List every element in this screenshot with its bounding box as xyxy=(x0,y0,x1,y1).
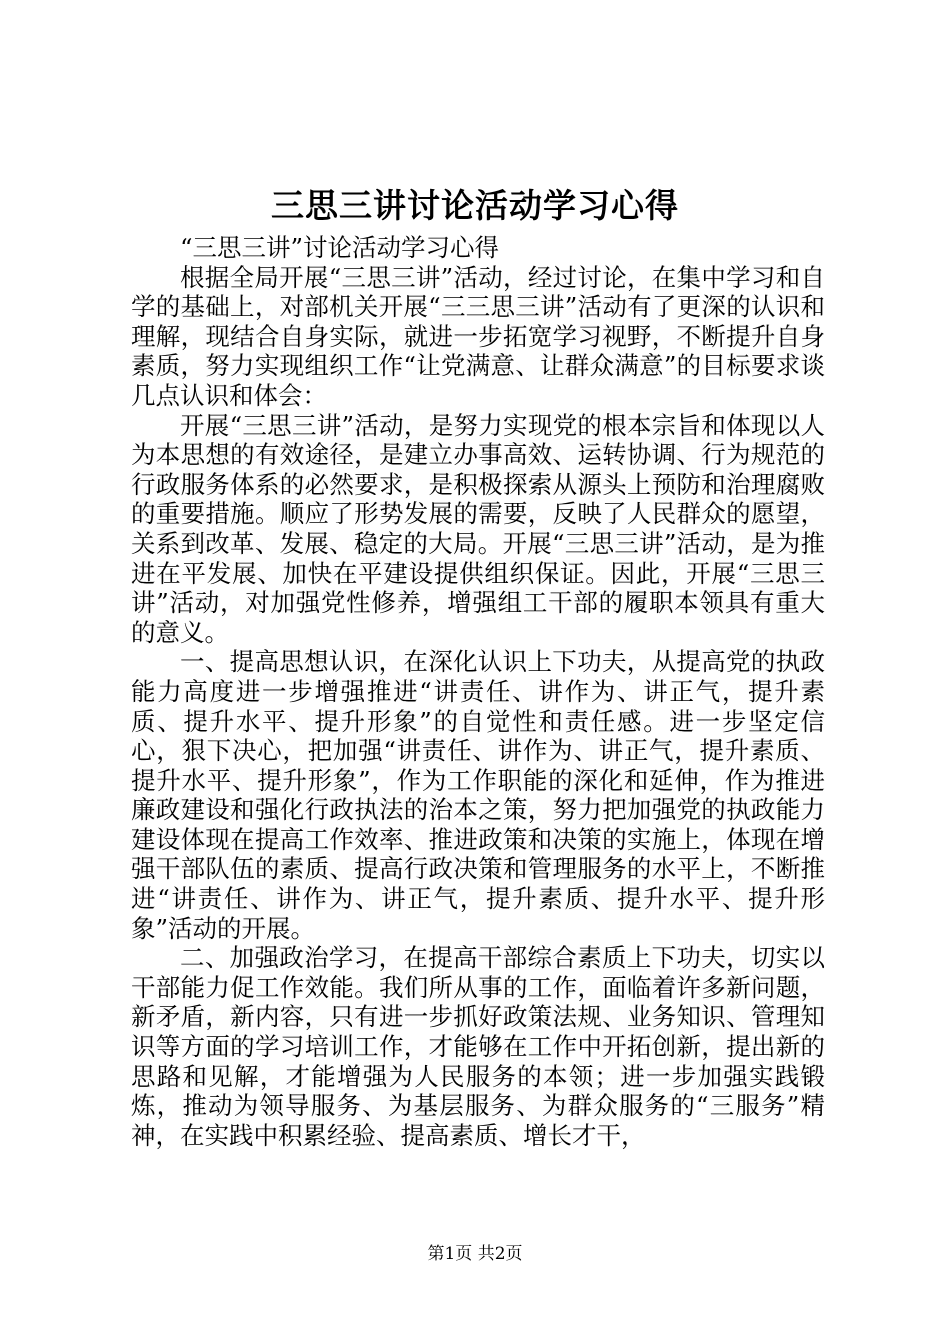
page-number-footer: 第1页 共2页 xyxy=(427,1244,523,1264)
paragraph-point-one: 一、提高思想认识，在深化认识上下功夫，从提高党的执政能力高度进一步增强推进“讲责任、讲作为、讲正气，提升素质、提升水平、提升形象”的自觉性和责任感。进一步坚定信心，狠下决心，把加强“讲责任、讲作为、讲正气，提升素质、提升水平、提升形象”，作为工作职能的深化和延伸，作为推进廉政建设和强化行政执法的治本之策，努力把加强党的执政能力建设体现在提高工作效率、推进政策和决策的实施上，体现在增强干部队伍的素质、提高行政决策和管理服务的水平上，不断推进“讲责任、讲作为、讲正气，提升素质、提升水平、提升形象”活动的开展。 xyxy=(131,647,825,943)
document-body xyxy=(131,233,825,1150)
paragraph-subtitle: “三思三讲”讨论活动学习心得 xyxy=(180,233,500,262)
paragraph-point-two: 二、加强政治学习，在提高干部综合素质上下功夫，切实以干部能力促工作效能。我们所从事的工作，面临着许多新问题，新矛盾，新内容，只有进一步抓好政策法规、业务知识、管理知识等方面的学习培训工作，才能够在工作中开拓创新，提出新的思路和见解，才能增强为人民服务的本领；进一步加强实践锻炼，推动为领导服务、为基层服务、为群众服务的“三服务”精神，在实践中积累经验、提高素质、增长才干， xyxy=(131,943,825,1150)
paragraph-intro: 根据全局开展“三思三讲”活动，经过讨论，在集中学习和自学的基础上，对部机关开展“三三思三讲”活动有了更深的认识和理解，现结合自身实际，就进一步拓宽学习视野，不断提升自身素质，努力实现组织工作“让党满意、让群众满意”的目标要求谈几点认识和体会： xyxy=(131,262,825,410)
document-title: 三思三讲讨论活动学习心得 xyxy=(271,186,679,225)
paragraph-significance: 开展“三思三讲”活动，是努力实现党的根本宗旨和体现以人为本思想的有效途径，是建立办事高效、运转协调、行为规范的行政服务体系的必然要求，是积极探索从源头上预防和治理腐败的重要措施。顺应了形势发展的需要，反映了人民群众的愿望，关系到改革、发展、稳定的大局。开展“三思三讲”活动，是为推进在平发展、加快在平建设提供组织保证。因此，开展“三思三讲”活动，对加强党性修养，增强组工干部的履职本领具有重大的意义。 xyxy=(131,410,825,647)
